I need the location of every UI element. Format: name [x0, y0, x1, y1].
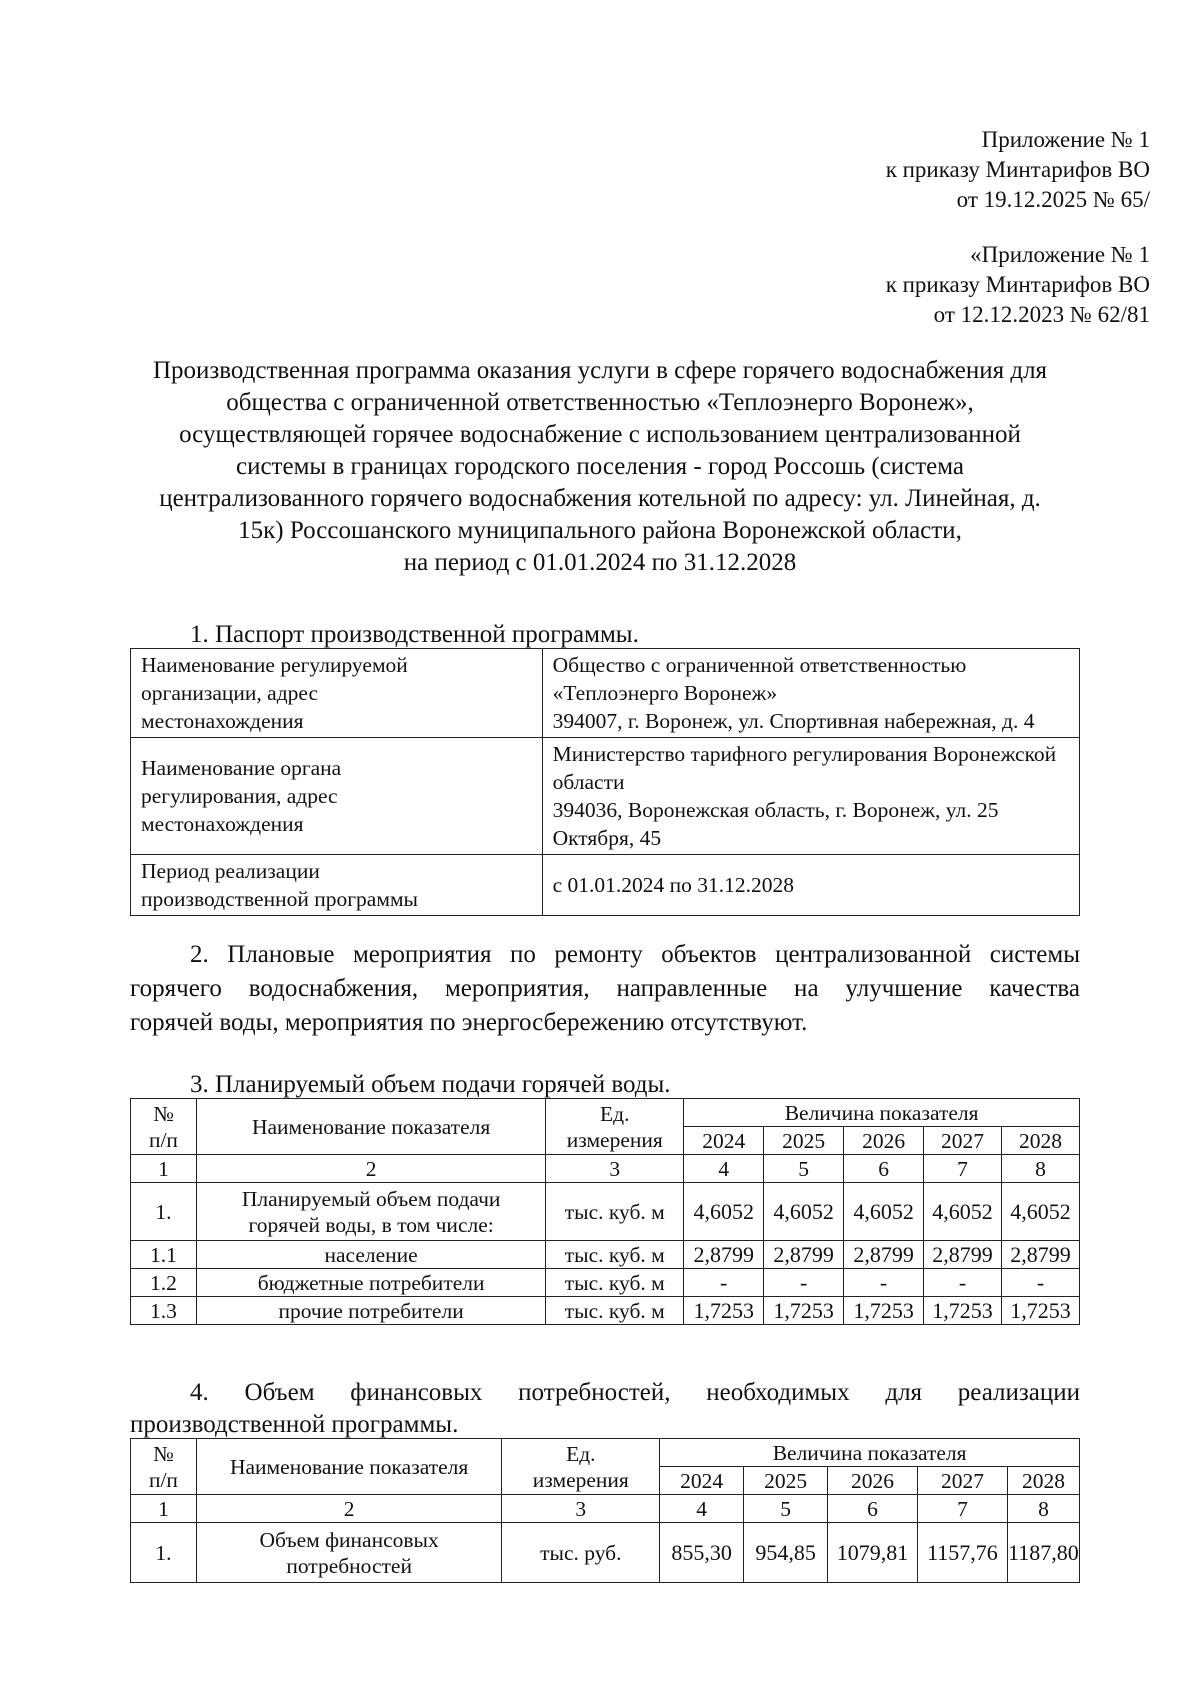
index-cell: 7 [918, 1495, 1008, 1523]
passport-table [130, 648, 1080, 916]
col-num-header [131, 1099, 197, 1155]
year-header: 2027 [924, 1127, 1002, 1155]
index-cell: 3 [502, 1495, 660, 1523]
section1-heading: 1. Паспорт производственной программы. [190, 621, 639, 648]
row-value: 1,7253 [684, 1297, 764, 1325]
index-cell: 1 [131, 1155, 197, 1183]
title-line: Производственная программа оказания услуги в сфере горячего водоснабжения для [152, 357, 1048, 384]
row-num: 1.2 [131, 1269, 197, 1297]
row-unit: тыс. куб. м [546, 1183, 684, 1241]
section2-line: горячего водоснабжения, мероприятия, направленные на улучшение качества [130, 975, 1080, 1002]
finance-table [130, 1438, 1080, 1583]
value-line: «Теплоэнерго Воронеж» [552, 681, 778, 705]
year-header: 2026 [828, 1467, 918, 1495]
title-line: 15к) Россошанского муниципального района Воронежской области, [238, 517, 962, 544]
appendix-current-line3: от 19.12.2025 № 65/ [956, 187, 1150, 212]
row-value: 1,7253 [844, 1297, 924, 1325]
label-line: местонахождения [141, 709, 304, 733]
row-value: 4,6052 [924, 1183, 1002, 1241]
row-unit: тыс. куб. м [546, 1269, 684, 1297]
row-value: - [844, 1269, 924, 1297]
header-line: измерения [566, 1127, 663, 1152]
table-row [131, 1269, 1080, 1297]
row-unit: тыс. куб. м [546, 1297, 684, 1325]
row-value: 1,7253 [1001, 1297, 1079, 1325]
label-line: Наименование регулируемой [141, 653, 408, 677]
header-line: п/п [148, 1127, 178, 1152]
row-value: 4,6052 [1001, 1183, 1079, 1241]
row-name: бюджетные потребители [196, 1269, 545, 1297]
passport-value [542, 649, 1079, 738]
table-row [131, 1297, 1080, 1325]
row-name: прочие потребители [196, 1297, 545, 1325]
table-header-row [131, 1099, 1080, 1127]
row-value: 1,7253 [764, 1297, 844, 1325]
year-header: 2024 [684, 1127, 764, 1155]
row-name [196, 1183, 545, 1241]
passport-label [131, 649, 543, 738]
section4-heading-line2: производственной программы. [130, 1411, 459, 1438]
passport-label [131, 738, 543, 855]
row-name [196, 1523, 502, 1583]
name-line: горячей воды, в том числе: [248, 1212, 494, 1237]
title-line: на период с 01.01.2024 по 31.12.2028 [403, 549, 797, 576]
table-row [131, 1241, 1080, 1269]
index-cell: 4 [684, 1155, 764, 1183]
row-value: 1187,80 [1007, 1523, 1079, 1583]
row-value: 2,8799 [844, 1241, 924, 1269]
row-value: 4,6052 [684, 1183, 764, 1241]
value-line: с 01.01.2024 по 31.12.2028 [552, 873, 795, 897]
row-unit: тыс. руб. [502, 1523, 660, 1583]
label-line: регулирования, адрес [141, 784, 338, 808]
table-row [131, 855, 1080, 916]
year-header: 2026 [844, 1127, 924, 1155]
year-header: 2025 [764, 1127, 844, 1155]
index-cell: 7 [924, 1155, 1002, 1183]
index-cell: 6 [828, 1495, 918, 1523]
value-line: 394036, Воронежская область, г. Воронеж, ул. 25 [552, 798, 999, 822]
row-value: - [764, 1269, 844, 1297]
section2-text [130, 938, 1080, 1040]
value-line: 394007, г. Воронеж, ул. Спортивная набережная, д. 4 [552, 709, 1035, 733]
row-value: - [684, 1269, 764, 1297]
name-line: потребностей [286, 1553, 412, 1578]
row-num: 1.1 [131, 1241, 197, 1269]
value-line: Министерство тарифного регулирования Воронежской [552, 742, 1057, 766]
year-header: 2028 [1001, 1127, 1079, 1155]
section2-line: горячей воды, мероприятия по энергосбережению отсутствуют. [130, 1009, 808, 1036]
year-header: 2027 [918, 1467, 1008, 1495]
passport-value [542, 738, 1079, 855]
section4-heading-line1: 4. Объем финансовых потребностей, необходимых для реализации [190, 1379, 1080, 1406]
table-row [131, 738, 1080, 855]
document-title [120, 355, 1080, 579]
index-cell: 2 [196, 1495, 502, 1523]
appendix-current-line1: Приложение № 1 [981, 127, 1150, 152]
index-cell: 4 [660, 1495, 744, 1523]
year-header: 2024 [660, 1467, 744, 1495]
volume-table [130, 1098, 1080, 1325]
title-line: системы в границах городского поселения - город Россошь (система [235, 453, 965, 480]
header-line: № [153, 1441, 174, 1466]
label-line: Период реализации [141, 859, 320, 883]
passport-value [542, 855, 1079, 916]
header-line: Ед. [600, 1101, 630, 1126]
section3-heading: 3. Планируемый объем подачи горячей воды. [190, 1071, 671, 1098]
header-line: Ед. [566, 1441, 596, 1466]
header-line: измерения [532, 1467, 629, 1492]
label-line: местонахождения [141, 812, 304, 836]
appendix-previous-line3: от 12.12.2023 № 62/81 [933, 302, 1150, 327]
row-value: 2,8799 [684, 1241, 764, 1269]
index-row [131, 1155, 1080, 1183]
name-line: Планируемый объем подачи [241, 1186, 501, 1211]
appendix-previous [886, 240, 1150, 330]
value-line: области [552, 770, 625, 794]
col-name-header: Наименование показателя [196, 1099, 545, 1155]
col-num-header [131, 1439, 197, 1495]
title-line: осуществляющей горячее водоснабжение с использованием централизованной [179, 421, 1021, 448]
table-row [131, 1523, 1080, 1583]
section2-line: 2. Плановые мероприятия по ремонту объектов централизованной системы [190, 941, 1080, 968]
appendix-previous-line1: «Приложение № 1 [970, 242, 1150, 267]
row-value: - [924, 1269, 1002, 1297]
row-value: 1,7253 [924, 1297, 1002, 1325]
row-value: 855,30 [660, 1523, 744, 1583]
row-value: 2,8799 [1001, 1241, 1079, 1269]
row-value: 2,8799 [764, 1241, 844, 1269]
index-cell: 1 [131, 1495, 197, 1523]
value-group-header: Величина показателя [684, 1099, 1080, 1127]
col-name-header: Наименование показателя [196, 1439, 502, 1495]
col-unit-header [546, 1099, 684, 1155]
index-cell: 8 [1001, 1155, 1079, 1183]
year-header: 2028 [1007, 1467, 1079, 1495]
table-row [131, 1183, 1080, 1241]
row-value: 4,6052 [764, 1183, 844, 1241]
label-line: производственной программы [141, 887, 419, 911]
passport-label [131, 855, 543, 916]
table-row [131, 649, 1080, 738]
value-line: Октября, 45 [552, 826, 662, 850]
row-value: 4,6052 [844, 1183, 924, 1241]
row-unit: тыс. куб. м [546, 1241, 684, 1269]
title-line: централизованного горячего водоснабжения котельной по адресу: ул. Линейная, д. [159, 485, 1041, 512]
value-line: Общество с ограниченной ответственностью [552, 653, 967, 677]
index-cell: 6 [844, 1155, 924, 1183]
index-cell: 2 [196, 1155, 545, 1183]
name-line: Объем финансовых [259, 1527, 439, 1552]
row-value: 1157,76 [918, 1523, 1008, 1583]
row-num: 1. [131, 1523, 197, 1583]
row-value: - [1001, 1269, 1079, 1297]
row-name: население [196, 1241, 545, 1269]
title-line: общества с ограниченной ответственностью «Теплоэнерго Воронеж», [226, 389, 974, 416]
header-line: п/п [148, 1467, 178, 1492]
appendix-current [886, 125, 1150, 215]
year-header: 2025 [744, 1467, 828, 1495]
row-num: 1.3 [131, 1297, 197, 1325]
header-line: № [153, 1101, 174, 1126]
row-value: 2,8799 [924, 1241, 1002, 1269]
label-line: организации, адрес [141, 681, 319, 705]
index-cell: 5 [744, 1495, 828, 1523]
label-line: Наименование органа [141, 756, 342, 780]
index-cell: 3 [546, 1155, 684, 1183]
row-value: 1079,81 [828, 1523, 918, 1583]
index-row [131, 1495, 1080, 1523]
table-header-row [131, 1439, 1080, 1467]
row-num: 1. [131, 1183, 197, 1241]
col-unit-header [502, 1439, 660, 1495]
row-value: 954,85 [744, 1523, 828, 1583]
value-group-header: Величина показателя [660, 1439, 1080, 1467]
appendix-previous-line2: к приказу Минтарифов ВО [885, 272, 1150, 297]
index-cell: 8 [1007, 1495, 1079, 1523]
appendix-current-line2: к приказу Минтарифов ВО [885, 157, 1150, 182]
index-cell: 5 [764, 1155, 844, 1183]
